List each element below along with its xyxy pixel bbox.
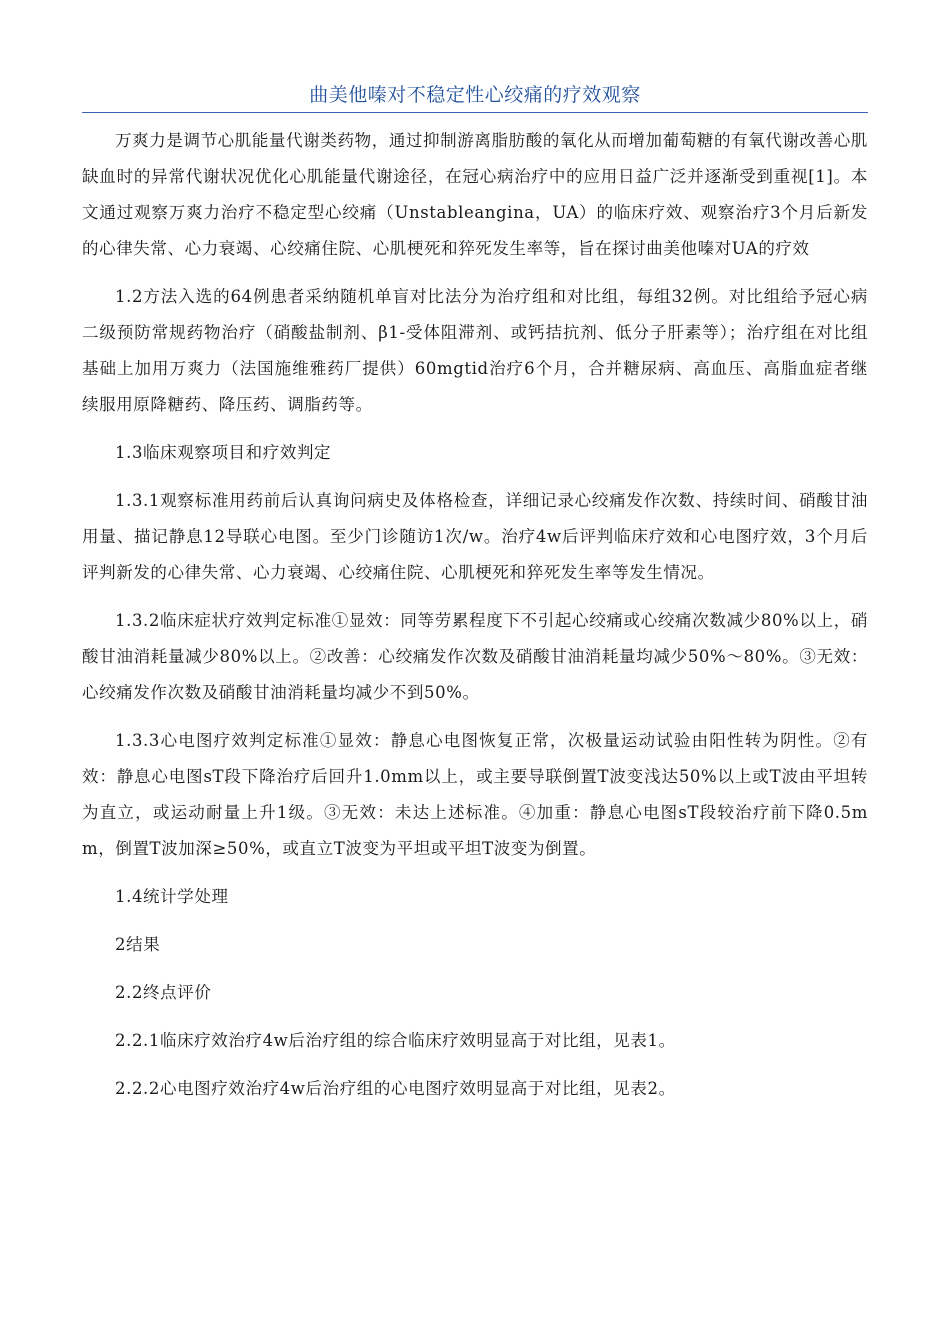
- section-heading: 2.2终点评价: [115, 983, 212, 1002]
- document-title: 曲美他嗪对不稳定性心绞痛的疗效观察: [309, 84, 641, 106]
- section-heading: 1.3临床观察项目和疗效判定: [115, 443, 332, 462]
- observation-standard-paragraph: 1.3.1观察标准用药前后认真询问病史及体格检查，详细记录心绞痛发作次数、持续时间、硝酸甘油用量、描记静息12导联心电图。至少门诊随访1次/w。治疗4w后评判临床疗效和心电图疗效，3个月后评判新发的心律失常、心力衰竭、心绞痛住院、心肌梗死和猝死发生率等发生情况。: [82, 491, 868, 582]
- document-body: [82, 123, 868, 1107]
- methods-paragraph: 1.2方法入选的64例患者采纳随机单盲对比法分为治疗组和对比组，每组32例。对比组给予冠心病二级预防常规药物治疗（硝酸盐制剂、β1-受体阻滞剂、或钙拮抗剂、低分子肝素等）；治疗组在对比组基础上加用万爽力（法国施维雅药厂提供）60mgtid治疗6个月，合并糖尿病、高血压、高脂血症者继续服用原降糖药、降压药、调脂药等。: [82, 287, 868, 414]
- document-page: [82, 0, 868, 1107]
- section-heading: 2结果: [115, 935, 161, 954]
- ecg-efficacy-paragraph: 2.2.2心电图疗效治疗4w后治疗组的心电图疗效明显高于对比组，见表2。: [115, 1079, 676, 1098]
- ecg-criteria-paragraph: 1.3.3心电图疗效判定标准①显效：静息心电图恢复正常，次极量运动试验由阳性转为阴性。②有效：静息心电图sT段下降治疗后回升1.0mm以上，或主要导联倒置T波变浅达50%以上或T波由平坦转为直立，或运动耐量上升1级。③无效：未达上述标准。④加重：静息心电图sT段较治疗前下降0.5mm，倒置T波加深≥50%，或直立T波变为平坦或平坦T波变为倒置。: [82, 731, 868, 858]
- title-underline: [82, 112, 868, 113]
- clinical-efficacy-paragraph: 2.2.1临床疗效治疗4w后治疗组的综合临床疗效明显高于对比组，见表1。: [115, 1031, 676, 1050]
- intro-paragraph: 万爽力是调节心肌能量代谢类药物，通过抑制游离脂肪酸的氧化从而增加葡萄糖的有氧代谢改善心肌缺血时的异常代谢状况优化心肌能量代谢途径，在冠心病治疗中的应用日益广泛并逐渐受到重视[1]。本文通过观察万爽力治疗不稳定型心绞痛（Unstableangina，UA）的临床疗效、观察治疗3个月后新发的心律失常、心力衰竭、心绞痛住院、心肌梗死和猝死发生率等，旨在探讨曲美他嗪对UA的疗效: [82, 131, 868, 258]
- section-heading: 1.4统计学处理: [115, 887, 229, 906]
- clinical-criteria-paragraph: 1.3.2临床症状疗效判定标准①显效：同等劳累程度下不引起心绞痛或心绞痛次数减少80%以上，硝酸甘油消耗量减少80%以上。②改善：心绞痛发作次数及硝酸甘油消耗量均减少50%～80%。③无效：心绞痛发作次数及硝酸甘油消耗量均减少不到50%。: [82, 611, 868, 702]
